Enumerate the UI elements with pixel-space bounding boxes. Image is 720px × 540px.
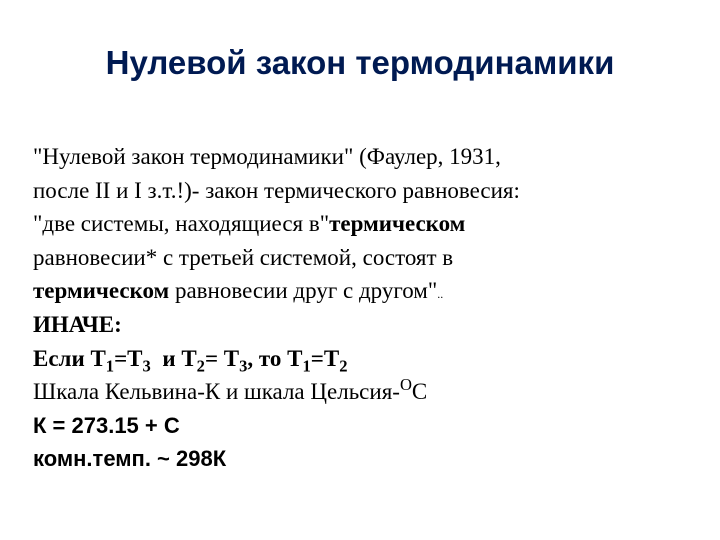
eq-part-3: и Т (150, 345, 197, 371)
body-line-10-room-temp: комн.темп. ~ 298К (33, 446, 227, 472)
eq-sub-4: 3 (239, 355, 248, 375)
body-line-8-scales (33, 375, 703, 409)
eq-sub-3: 2 (196, 355, 205, 375)
body-line-5-dots: .. (437, 287, 444, 302)
body-line-3 (33, 207, 703, 241)
slide-body (33, 140, 703, 476)
body-line-1: "Нулевой закон термодинамики" (Фаулер, 1931, (33, 144, 501, 169)
eq-sub-1: 1 (105, 355, 115, 375)
eq-part-2: =Т (114, 345, 143, 371)
body-line-5-text: равновесии друг с другом" (169, 278, 438, 304)
eq-sub-5: 1 (302, 355, 311, 375)
body-line-4: равновесии* с третьей системой, состоят в (33, 244, 454, 270)
scales-text: Шкала Кельвина-К и шкала Цельсия- (33, 379, 400, 405)
degree-superscript: O (399, 375, 412, 395)
body-line-2: после II и I з.т.!)- закон термического равновесия: (33, 177, 520, 203)
eq-sub-6: 2 (339, 355, 348, 375)
eq-sub-2: 3 (142, 355, 151, 375)
body-line-5 (33, 274, 703, 308)
slide-title: Нулевой закон термодинамики (105, 44, 615, 81)
body-line-7-equation (33, 342, 703, 376)
body-line-6-otherwise: ИНАЧЕ: (33, 311, 122, 337)
eq-part-4: = Т (204, 345, 240, 371)
body-line-5-bold: термическом (33, 278, 170, 304)
eq-part-6: =Т (310, 345, 340, 371)
body-line-3-bold: термическом (329, 211, 466, 237)
body-line-9-kelvin-formula: К = 273.15 + С (33, 412, 180, 438)
eq-part-1: Если Т (33, 345, 106, 371)
celsius-letter: С (411, 379, 428, 405)
body-line-3-text: "две системы, находящиеся в" (33, 211, 330, 237)
eq-part-5: , то Т (247, 345, 303, 371)
